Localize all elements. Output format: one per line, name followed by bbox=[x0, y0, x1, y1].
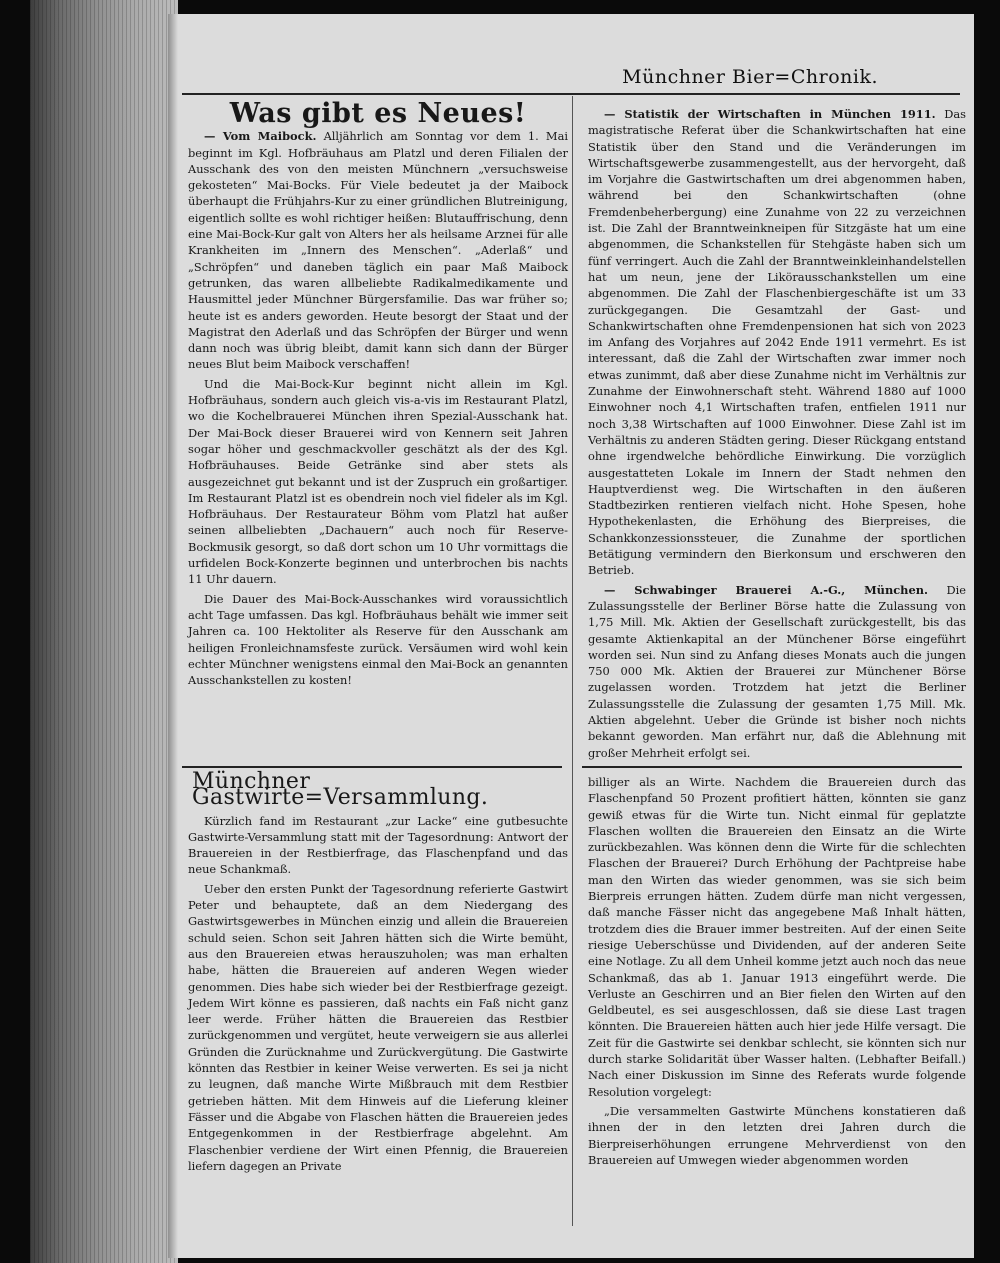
section-rule bbox=[182, 766, 562, 768]
paragraph bbox=[188, 128, 568, 372]
paragraph-lead: — Vom Maibock. bbox=[204, 129, 317, 144]
paragraph: Ueber den ersten Punkt der Tagesordnung referierte Gastwirt Peter und behauptete, daß an dem Niedergang des Gastwirtsgewerbes in München einzig und allein die Brauereien schuld seien. Schon seit Jahren hätten sich die Wirte bemüht, aus den Brauereien etwas herauszuholen; was man erhalten habe, hätten die Brauereien auf anderen Wegen wieder genommen. Dies habe sich wieder bei der Restbierfrage gezeigt. Jedem Wirt könne es passieren, daß nachts ein Faß nicht ganz leer werde. Früher hätten die Brauereien das Restbier zurückgenommen und vergütet, heute verweigern sie aus allerlei Gründen die Zurücknahme und Zurückvergütung. Die Gastwirte könnten das Restbier in keiner Weise verwerten. Es sei ja nicht zu leugnen, daß manche Wirte Mißbrauch mit dem Restbier getrieben hätten. Mit dem Hinweis auf die Lieferung kleiner Fässer und die Abgabe von Flaschen hätten die Brauereien jedes Entgegenkommen in der Restbierfrage abgelehnt. Am Flaschenbier verdiene der Wirt einen Pfennig, die Brauereien liefern dagegen an Private bbox=[188, 881, 568, 1173]
page-gutter-shadow bbox=[168, 14, 178, 1258]
paragraph-lead: — Statistik der Wirtschaften in München 1911. bbox=[604, 107, 936, 121]
article-title: Was gibt es Neues! bbox=[229, 98, 527, 129]
paragraph: Kürzlich fand im Restaurant „zur Lacke“ eine gutbesuchte Gastwirte-Versammlung statt mit der Tagesordnung: Antwort der Brauereien in der Restbierfrage, das Flaschenpfand und das neue Schankmaß. bbox=[188, 813, 568, 877]
paragraph-text: Alljährlich am Sonntag vor dem 1. Mai beginnt im Kgl. Hofbräuhaus am Platzl und deren Filialen der Ausschank des von den meisten Münchnern „versuchsweise gekosteten“ Mai-Bocks. Für Viele bedeutet ja der Maibock überhaupt die Frühjahrs-Kur zu einer gründlichen Blutreinigung, eigentlich sollte es wohl richtiger heißen: Blutauffrischung, denn eine Mai-Bock-Kur galt von Alters her als heilsame Arznei für alle Krankheiten im „Innern des Menschen“. „Aderlaß“ und „Schröpfen“ und daneben täglich ein paar Maß Maibock getrunken, das waren allbeliebte Radikalmedikamente und Hausmittel jeder Münchner Bürgersfamilie. Das war früher so; heute ist es anders geworden. Heute besorgt der Staat und der Magistrat den Aderlaß und das Schröpfen der Bürger und wenn dann noch was übrig bleibt, damit kann sich dann der Bürger neues Blut beim Maibock verschaffen! bbox=[188, 129, 569, 372]
paragraph bbox=[588, 582, 966, 761]
paragraph-text: Die Zulassungsstelle der Berliner Börse hatte die Zulassung von 1,75 Mill. Mk. Aktien der Gesellschaft zurückgestellt, bis das gesamte Aktienkapital an der Münchener Börse eingeführt worden sei. Nun sind zu Anfang dieses Monats auch die jungen 750 000 Mk. Aktien der Brauerei zur Münchener Börse zugelassen worden. Trotzdem hat jetzt die Berliner Zulassungsstelle die Zulassung der gesamten 1,75 Mill. Mk. Aktien abgelehnt. Ueber die Gründe ist bisher noch nichts bekannt geworden. Man erfährt nur, daß die Ablehnung mit großer Mehrheit erfolgt sei. bbox=[588, 582, 966, 760]
column-divider bbox=[572, 96, 573, 1226]
paragraph bbox=[588, 106, 966, 579]
article-gastwirte-left bbox=[188, 769, 568, 1174]
paragraph: Und die Mai-Bock-Kur beginnt nicht allein im Kgl. Hofbräuhaus, sondern auch gleich vis-a-vis im Restaurant Platzl, wo die Kochelbrauerei München ihren Spezial-Ausschank hat. Der Mai-Bock dieser Brauerei wird von Kennern seit Jahren sogar höher und geschmackvoller geschätzt als der des Kgl. Hofbräuhauses. Beide Getränke sind aber stets als ausgezeichnet gut bekannt und ist der Zuspruch ein großartiger. Im Restaurant Platzl ist es obendrein noch viel fideler als im Kgl. Hofbräuhaus. Der Restaurateur Böhm vom Platzl hat außer seinen allbeliebten „Dachauern“ auch noch für Reserve-Bockmusik gesorgt, so daß dort schon um 10 Uhr vormittags die urfidelen Bock-Konzerte beginnen und unterbrochen bis nachts 11 Uhr dauern. bbox=[188, 376, 568, 587]
article-gastwirte-right bbox=[588, 774, 966, 1168]
paragraph-lead: — Schwabinger Brauerei A.-G., München. bbox=[604, 582, 928, 597]
article-statistik bbox=[588, 106, 966, 761]
paragraph: „Die versammelten Gastwirte Münchens konstatieren daß ihnen der in den letzten drei Jahren durch die Bierpreiserhöhungen errungene Mehrverdienst von den Brauereien auf Umwegen wieder abgenommen worden bbox=[588, 1103, 966, 1167]
section-rule bbox=[582, 766, 962, 768]
book-page-edges bbox=[30, 0, 178, 1263]
header-rule bbox=[182, 93, 960, 95]
paragraph: Die Dauer des Mai-Bock-Ausschankes wird voraussichtlich acht Tage umfassen. Das kgl. Hofbräuhaus behält wie immer seit Jahren ca. 100 Hektoliter als Reserve für den Ausschank am heiligen Fronleichnamsfeste zurück. Versäumen wird wohl kein echter Münchner wenigstens einmal den Mai-Bock an genannten Ausschankstellen zu kosten! bbox=[188, 591, 568, 688]
paragraph: billiger als an Wirte. Nachdem die Brauereien durch das Flaschenpfand 50 Prozent profitiert hätten, könnten sie ganz gewiß etwas für die Wirte tun. Nicht einmal für geplatzte Flaschen wollten die Brauereien den Einsatz an die Wirte zurückbezahlen. Was können denn die Wirte für die schlechten Flaschen der Brauerei? Durch Erhöhung der Pachtpreise habe man den Wirten das wieder genommen, was sie sich beim Bierpreis errungen hätten. Zudem dürfe man nicht vergessen, daß manche Fässer nicht das angegebene Maß Inhalt hätten, trotzdem dies die Brauer immer bestreiten. Auf der einen Seite riesige Ueberschüsse und Dividenden, auf der anderen Seite eine Notlage. Zu all dem Unheil komme jetzt auch noch das neue Schankmaß, das ab 1. Januar 1913 eingeführt werde. Die Verluste an Geschirren und an Bier fielen den Wirten auf den Geldbeutel, es sei ausgeschlossen, daß sie diese Last tragen könnten. Die Brauereien hätten auch hier jede Hilfe versagt. Die Zeit für die Gastwirte sei denkbar schlecht, sie könnten sich nur durch starke Solidarität über Wasser halten. (Lebhafter Beifall.) Nach einer Diskussion im Sinne des Referats wurde folgende Resolution vorgelegt: bbox=[588, 775, 966, 1099]
running-header: Münchner Bier=Chronik. bbox=[622, 66, 878, 88]
paragraph-text: Das magistratische Referat über die Schankwirtschaften hat eine Statistik über den Stand und die Veränderungen im Wirtschaftsgewerbe zusammengestellt, aus der hervorgeht, daß im Vorjahre die Gastwirtschaften um drei abgenommen haben, während bei den Schankwirtschaften (ohne Fremdenbeherbergung) eine Zunahme von 22 zu verzeichnen ist. Die Zahl der Branntweinkneipen für Sitzgäste hat um eine abgenommen, die Schankstellen für Stehgäste haben sich um fünf verringert. Auch die Zahl der Branntweinkleinhandelstellen hat um neun, jene der Likörausschankstellen um eine abgenommen. Die Zahl der Flaschenbiergeschäfte ist um 33 zurückgegangen. Die Gesamtzahl der Gast- und Schankwirtschaften ohne Fremdenpensionen hat sich von 2023 im Anfang des Vorjahres auf 2042 Ende 1911 vermehrt. Es ist interessant, daß die Zahl der Wirtschaften zwar immer noch etwas zunimmt, daß aber diese Zunahme nicht im Verhältnis zur Zunahme der Einwohnerschaft steht. Während 1880 auf 1000 Einwohner noch 4,1 Wirtschaften trafen, entfielen 1911 nur noch 3,38 Wirtschaften auf 1000 Einwohner. Diese Zahl ist im Verhältnis zu anderen Städten gering. Dieser Rückgang entstand ohne irgendwelche behördliche Einwirkung. Die vorzüglich ausgestatteten Lokale im Innern der Stadt nehmen den Hauptverdienst weg. Die Wirtschaften in den äußeren Stadtbezirken rentieren vielfach nicht. Hohe Spesen, hohe Hypothekenlasten, die Erhöhung des Bierpreises, die Schankkonzessionssteuer, die Zunahme der sportlichen Betätigung vermindern den Bierkonsum und erschweren den Betrieb. bbox=[588, 107, 966, 578]
article-title: Münchner Gastwirte=Versammlung. bbox=[192, 769, 489, 811]
article-maibock bbox=[188, 98, 569, 688]
newspaper-page bbox=[168, 14, 974, 1258]
